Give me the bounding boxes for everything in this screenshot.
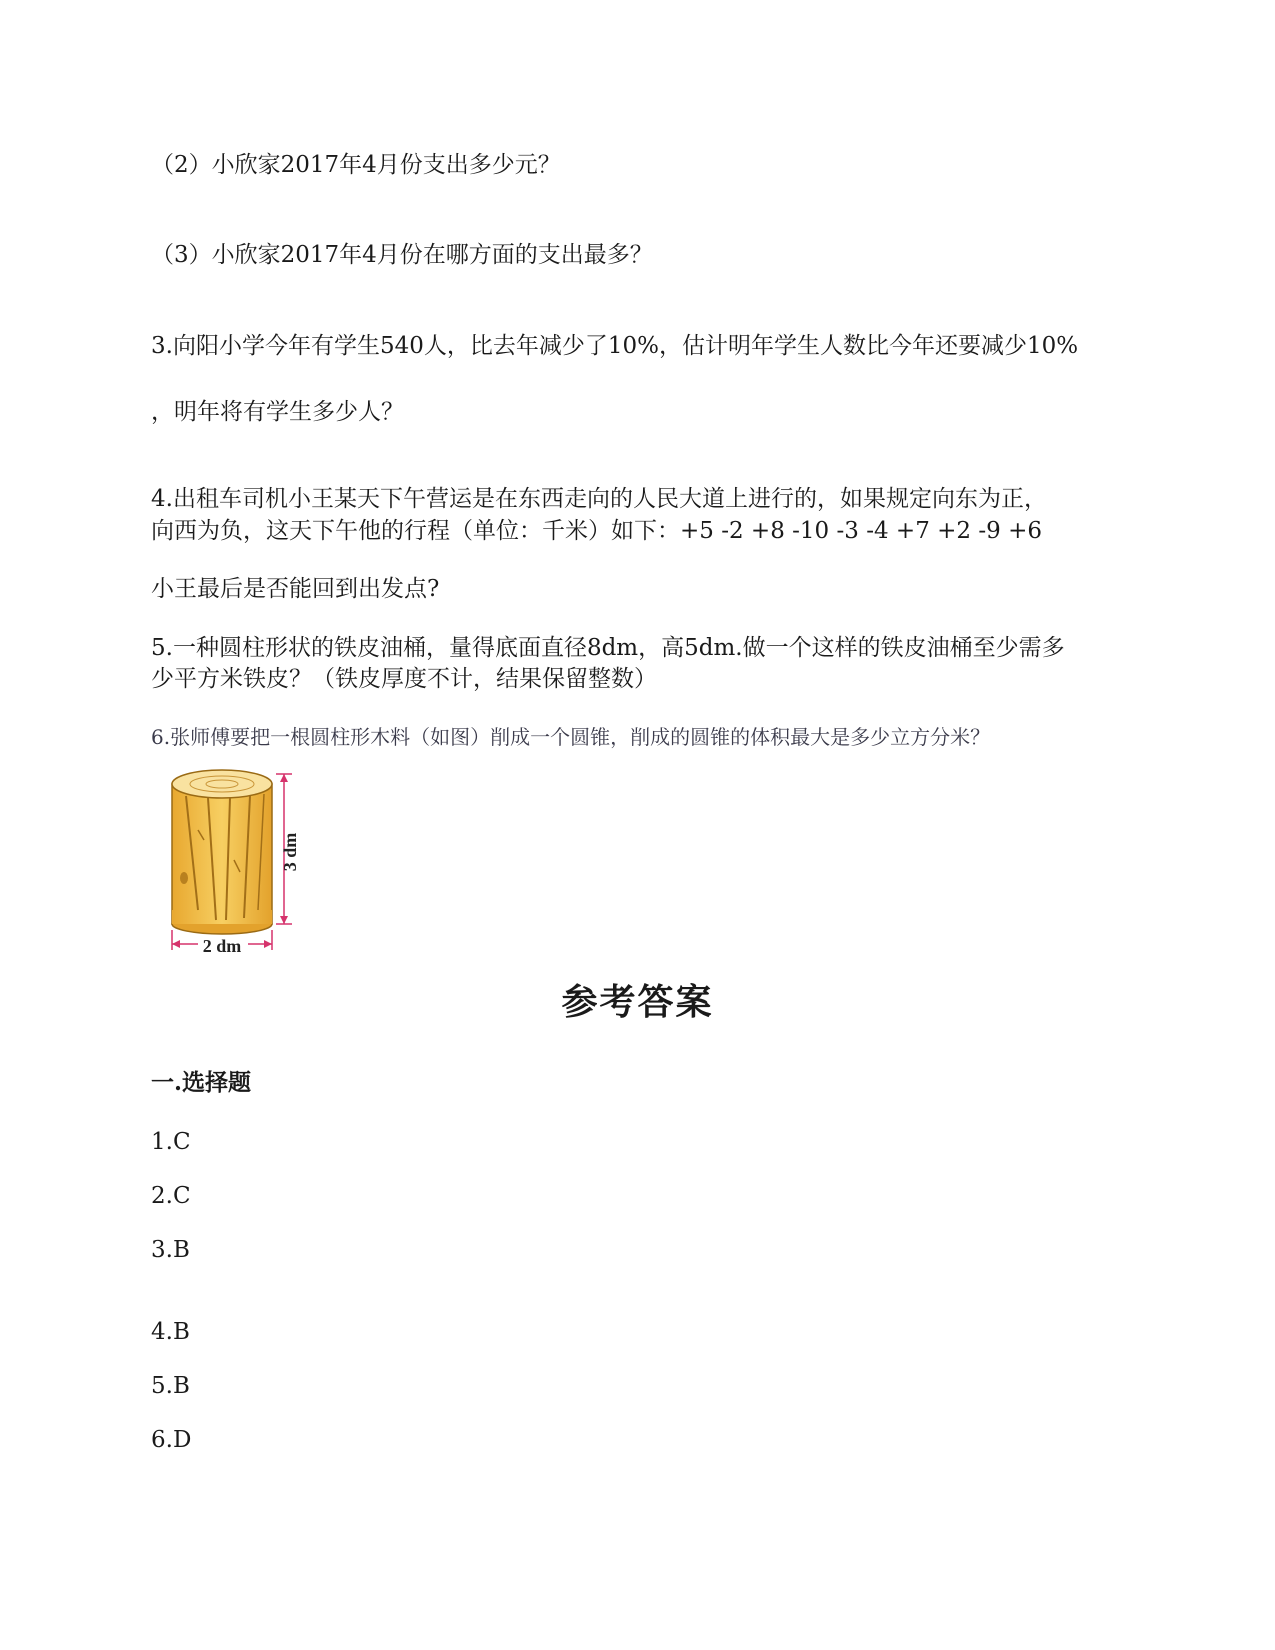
question-4-line-2: 向西为负，这天下午他的行程（单位：千米）如下：+5 -2 +8 -10 -3 -4 +7 +2 -9 +6 xyxy=(151,518,1042,544)
question-6: 6.张师傅要把一根圆柱形木料（如图）削成一个圆锥，削成的圆锥的体积最大是多少立方分米？ xyxy=(151,725,991,749)
height-label: 3 dm xyxy=(280,832,300,872)
answer-item: 1.C xyxy=(151,1129,191,1155)
question-2-part-2: （2）小欣家2017年4月份支出多少元？ xyxy=(151,152,561,178)
question-4-line-1: 4.出租车司机小王某天下午营运是在东西走向的人民大道上进行的，如果规定向东为正， xyxy=(151,486,1047,512)
diameter-label: 2 dm xyxy=(202,936,242,956)
answer-item: 6.D xyxy=(151,1427,192,1453)
cylinder-log-icon xyxy=(164,760,314,960)
answer-item: 5.B xyxy=(151,1373,190,1399)
answer-key-title: 参考答案 xyxy=(561,981,714,1023)
answer-item: 2.C xyxy=(151,1183,191,1209)
answer-item: 4.B xyxy=(151,1319,190,1345)
question-3-line-2: ，明年将有学生多少人？ xyxy=(151,399,404,425)
question-5-line-1: 5.一种圆柱形状的铁皮油桶，量得底面直径8dm，高5dm.做一个这样的铁皮油桶至少需多 xyxy=(151,635,1065,661)
question-2-part-3: （3）小欣家2017年4月份在哪方面的支出最多？ xyxy=(151,242,653,268)
question-4-line-3: 小王最后是否能回到出发点? xyxy=(151,576,440,602)
question-3-line-1: 3.向阳小学今年有学生540人，比去年减少了10%，估计明年学生人数比今年还要减少10% xyxy=(151,333,1079,359)
wooden-cylinder-figure xyxy=(164,760,314,960)
question-5-line-2: 少平方米铁皮？（铁皮厚度不计，结果保留整数） xyxy=(151,666,657,692)
section-title-multiple-choice: 一.选择题 xyxy=(151,1069,252,1096)
answer-item: 3.B xyxy=(151,1237,190,1263)
